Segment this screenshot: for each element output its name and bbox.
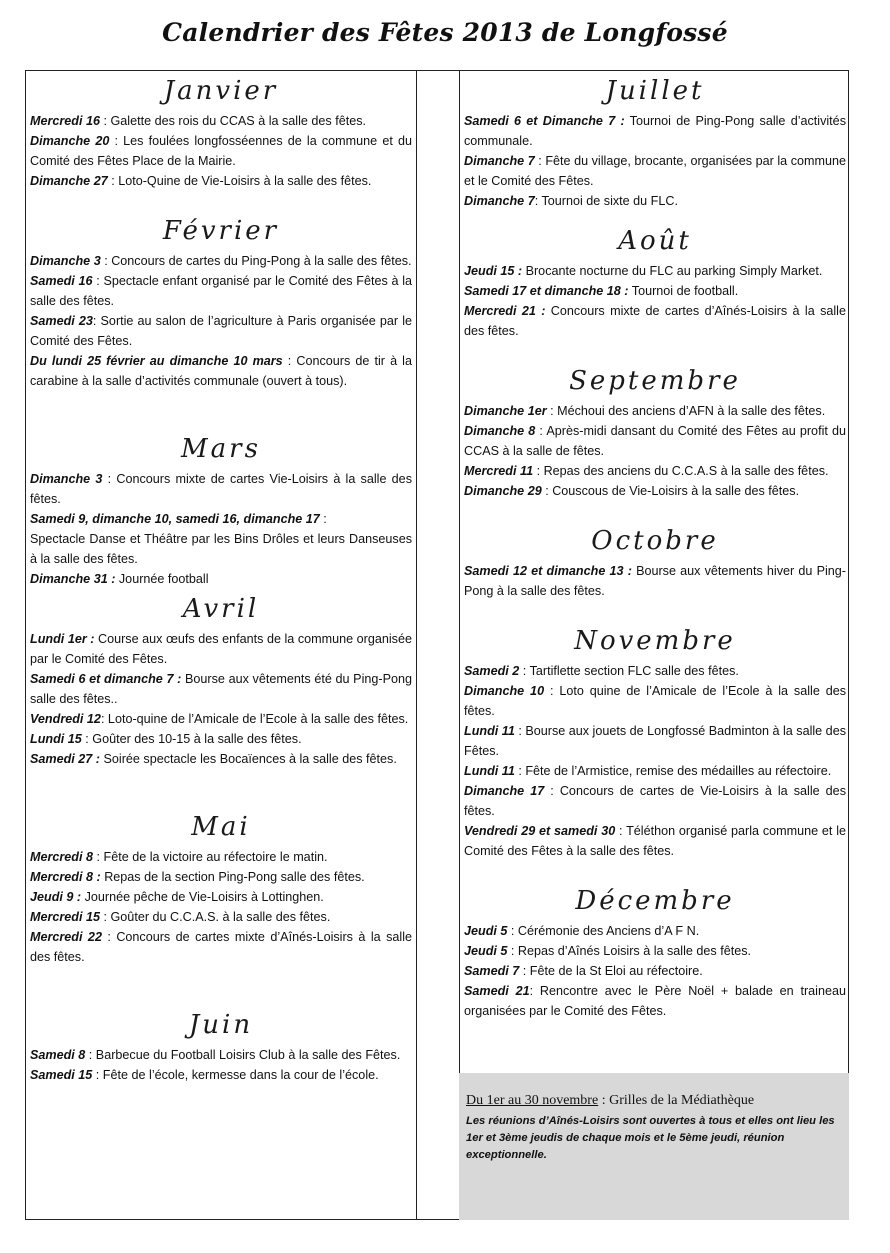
event-entry [30,669,412,709]
event-entry [30,509,412,529]
event-date: Dimanche 3 [30,254,101,268]
event-description: : Fête de la St Eloi au réfectoire. [519,964,703,978]
event-entry [30,847,412,867]
event-date: Samedi 16 [30,274,93,288]
spacer [464,501,846,521]
event-date: Samedi 2 [464,664,520,678]
event-date: Dimanche 31 : [30,572,116,586]
event-description: : Goûter du C.C.A.S. à la salle des fêtes. [100,910,331,924]
event-description: Tournoi de football. [628,284,739,298]
event-description: : Galette des rois du CCAS à la salle des fêtes. [100,114,367,128]
month-section [464,221,846,361]
event-entry [464,301,846,341]
event-description: Journée football [115,572,209,586]
event-entry [464,661,846,681]
event-description: : Bourse aux jouets de Longfossé Badminton à la salle des Fêtes. [464,724,846,758]
event-date: Vendredi 12 [30,712,101,726]
note-detail: Les réunions d’Aînés-Loisirs sont ouvertes à tous et elles ont lieu les 1er et 3ème jeudis de chaque mois et le 5ème jeudi, réunion exceptionnelle. [466,1115,835,1161]
event-entry [464,761,846,781]
month-heading: Février [162,216,280,246]
event-date: Mercredi 11 [464,464,534,478]
month-heading: Mai [191,812,251,842]
event-entry [30,131,412,171]
event-entry [464,821,846,861]
event-date: Samedi 23 [30,314,93,328]
month-section [30,211,412,429]
month-heading: Novembre [574,626,736,656]
event-description: : Tournoi de sixte du FLC. [534,194,678,208]
note-box [459,1073,849,1220]
event-entry [30,729,412,749]
event-entry [30,251,412,271]
event-description: : [319,512,327,526]
event-entry [30,867,412,887]
event-date: Mercredi 21 : [464,304,546,318]
event-description: : Spectacle enfant organisé par le Comité des Fêtes à la salle des fêtes. [30,274,412,308]
event-entry [464,261,846,281]
month-heading: Juillet [605,76,705,106]
event-date: Jeudi 15 : [464,264,523,278]
event-description: Bourse aux vêtements hiver du Ping-Pong à la salle des fêtes. [464,564,846,598]
page-title: Calendrier des Fêtes 2013 de Longfossé [162,18,728,47]
month-heading: Décembre [575,886,735,916]
note-location: : Grilles de la Médiathèque [598,1093,755,1108]
event-date: Dimanche 29 [464,484,542,498]
spacer [464,211,846,221]
event-entry [464,921,846,941]
event-date: Dimanche 10 [464,684,545,698]
event-date: Dimanche 27 [30,174,108,188]
event-entry [464,421,846,461]
event-entry [30,569,412,589]
event-date: Jeudi 5 [464,944,508,958]
spacer [464,341,846,361]
month-section [464,71,846,221]
event-entry [464,961,846,981]
event-date: Mercredi 8 : [30,870,101,884]
event-date: Lundi 11 [464,724,515,738]
event-date: Lundi 11 [464,764,515,778]
event-date: Jeudi 9 : [30,890,82,904]
event-entry [464,981,846,1021]
month-section [30,1005,412,1085]
event-description: Course aux œufs des enfants de la commune organisée par le Comité des Fêtes. [30,632,412,666]
event-date: Lundi 15 [30,732,82,746]
event-description: : Fête du village, brocante, organisées par la commune et le Comité des Fêtes. [464,154,846,188]
month-section [30,71,412,211]
event-entry [30,907,412,927]
event-description: : Rencontre avec le Père Noël + balade en traineau organisées par le Comité des Fêtes. [464,984,846,1018]
note-title [466,1093,754,1109]
event-entry [464,721,846,761]
month-section [30,807,412,1005]
event-date: Dimanche 20 [30,134,110,148]
event-description: : Fête de l’école, kermesse dans la cour de l’école. [92,1068,379,1082]
month-section [464,621,846,881]
event-date: Samedi 7 [464,964,520,978]
event-description: : Barbecue du Football Loisirs Club à la salle des Fêtes. [85,1048,401,1062]
event-date: Dimanche 7 [464,154,535,168]
event-date: Dimanche 8 [464,424,536,438]
spacer [464,861,846,881]
event-date: Jeudi 5 [464,924,508,938]
event-date: Mercredi 8 [30,850,93,864]
event-description: : Concours de cartes du Ping-Pong à la salle des fêtes. [100,254,412,268]
event-date: Samedi 27 : [30,752,100,766]
event-date: Mercredi 15 [30,910,101,924]
month-heading: Janvier [163,76,279,106]
event-description: Soirée spectacle les Bocaïences à la salle des fêtes. [100,752,397,766]
event-description: : Loto quine de l’Amicale de l’Ecole à la salle des fêtes. [464,684,847,718]
event-date: Vendredi 29 et samedi 30 [464,824,616,838]
event-date: Samedi 8 [30,1048,86,1062]
event-description: : Loto-quine de l’Amicale de l’Ecole à la salle des fêtes. [100,712,409,726]
event-entry [30,1045,412,1065]
spacer [30,967,412,1005]
event-description: Brocante nocturne du FLC au parking Simply Market. [522,264,823,278]
left-column [30,71,412,1085]
event-description: : Goûter des 10-15 à la salle des fêtes. [81,732,302,746]
spacer [464,601,846,621]
event-description: : Loto-Quine de Vie-Loisirs à la salle des fêtes. [107,174,372,188]
event-description: : Téléthon organisé parla commune et le Comité des Fêtes à la salle des fêtes. [464,824,847,858]
event-description: : Couscous de Vie-Loisirs à la salle des fêtes. [541,484,800,498]
event-entry [30,271,412,311]
event-date: Dimanche 7 [464,194,535,208]
event-entry [464,151,846,191]
event-description: : Fête de l’Armistice, remise des médailles au réfectoire. [514,764,832,778]
column-divider-left [416,71,417,1219]
event-description: : Cérémonie des Anciens d’A F N. [507,924,700,938]
month-heading: Août [618,226,692,256]
event-description: : Repas des anciens du C.C.A.S à la salle des fêtes. [533,464,829,478]
event-description: : Concours de cartes mixte d’Aînés-Loisirs à la salle des fêtes. [30,930,412,964]
spacer [30,391,412,429]
month-section [464,881,846,1021]
event-description: : Les foulées longfosséennes de la commune et du Comité des Fêtes Place de la Mairie. [30,134,412,168]
event-description: Repas de la section Ping-Pong salle des fêtes. [100,870,365,884]
event-description: : Concours de tir à la carabine à la salle d’activités communale (ouvert à tous). [30,354,412,388]
event-entry [464,561,846,601]
event-entry [464,481,846,501]
event-entry [464,111,846,151]
event-description: Bourse aux vêtements été du Ping-Pong salle des fêtes.. [30,672,412,706]
event-date: Samedi 15 [30,1068,93,1082]
event-entry [30,469,412,509]
spacer [30,191,412,211]
event-description: : Tartiflette section FLC salle des fêtes. [519,664,739,678]
month-section [30,589,412,807]
event-description: : Méchoui des anciens d’AFN à la salle des fêtes. [546,404,826,418]
event-date: Dimanche 17 [464,784,545,798]
event-entry [30,927,412,967]
event-date: Samedi 17 et dimanche 18 : [464,284,629,298]
note-date-range: Du 1er au 30 novembre [466,1093,599,1108]
month-heading: Juin [188,1010,254,1040]
event-description: : Concours mixte de cartes Vie-Loisirs à la salle des fêtes. [30,472,412,506]
event-date: Mercredi 22 [30,930,102,944]
spacer [30,769,412,807]
event-entry [30,1065,412,1085]
event-description: Journée pêche de Vie-Loisirs à Lottinghen. [81,890,324,904]
event-entry [464,461,846,481]
event-entry [464,401,846,421]
event-date: Mercredi 16 [30,114,101,128]
event-date: Samedi 6 et Dimanche 7 : [464,114,625,128]
month-section [464,361,846,521]
event-entry [30,311,412,351]
event-date: Dimanche 1er [464,404,547,418]
month-section [464,521,846,621]
event-description: : Après-midi dansant du Comité des Fêtes au profit du CCAS à la salle de fêtes. [464,424,846,458]
event-entry [30,529,412,569]
event-entry [30,629,412,669]
event-date: Du lundi 25 février au dimanche 10 mars [30,354,283,368]
event-description: Concours mixte de cartes d’Aînés-Loisirs à la salle des fêtes. [464,304,846,338]
event-entry [464,941,846,961]
event-entry [30,749,412,769]
event-entry [30,111,412,131]
event-description: Spectacle Danse et Théâtre par les Bins Drôles et leurs Danseuses à la salle des fêtes. [30,532,412,566]
month-heading: Mars [181,434,261,464]
event-entry [30,709,412,729]
right-column [464,71,846,1021]
event-description: : Concours de cartes de Vie-Loisirs à la salle des fêtes. [464,784,846,818]
event-entry [30,887,412,907]
event-entry [30,171,412,191]
month-heading: Septembre [569,366,741,396]
event-entry [464,191,846,211]
event-description: : Sortie au salon de l’agriculture à Paris organisée par le Comité des Fêtes. [30,314,412,348]
event-date: Samedi 21 [464,984,530,998]
event-description: Tournoi de Ping-Pong salle d’activités communale. [464,114,846,148]
column-divider-right [459,71,460,1219]
event-date: Samedi 9, dimanche 10, samedi 16, dimanche 17 [30,512,320,526]
event-date: Lundi 1er : [30,632,95,646]
event-date: Samedi 6 et dimanche 7 : [30,672,182,686]
event-entry [464,681,846,721]
event-entry [30,351,412,391]
calendar-frame [25,70,849,1220]
month-section [30,429,412,589]
event-date: Samedi 12 et dimanche 13 : [464,564,632,578]
event-description: : Fête de la victoire au réfectoire le matin. [93,850,328,864]
event-description: : Repas d’Aînés Loisirs à la salle des fêtes. [507,944,752,958]
event-date: Dimanche 3 [30,472,103,486]
event-entry [464,281,846,301]
event-entry [464,781,846,821]
month-heading: Octobre [591,526,719,556]
month-heading: Avril [182,594,260,624]
